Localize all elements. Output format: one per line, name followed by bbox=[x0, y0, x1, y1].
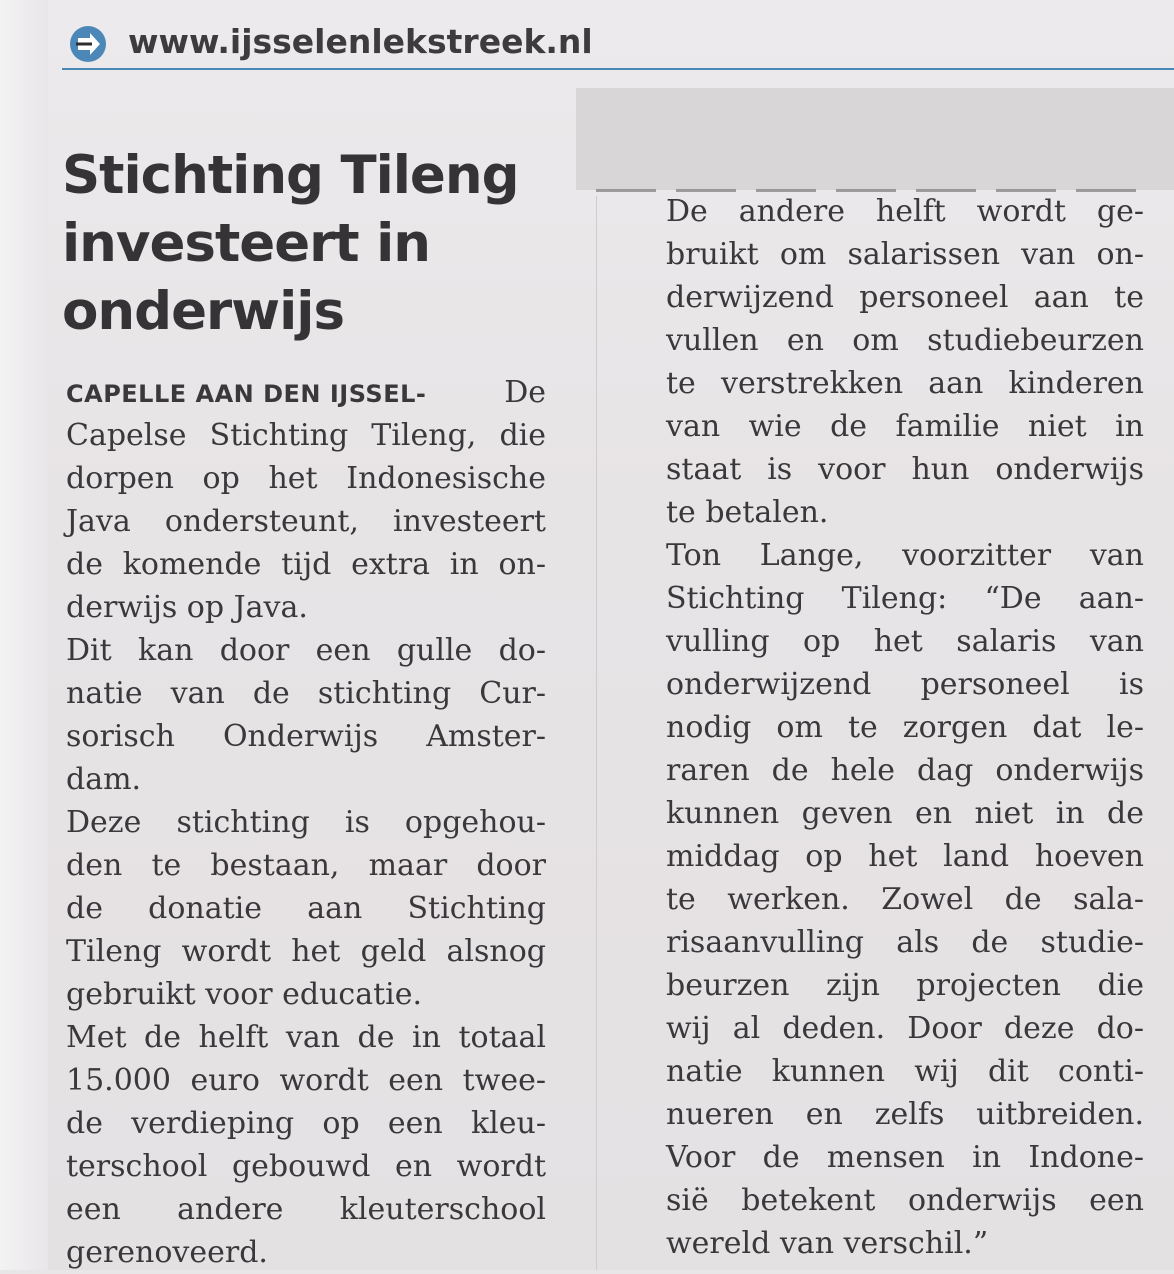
text-line: derwijs op Java. bbox=[66, 590, 308, 625]
text-line: beurzen zijn projecten die bbox=[666, 968, 1144, 1003]
text-line: natie kunnen wij dit conti- bbox=[666, 1054, 1144, 1089]
text-line: kunnen geven en niet in de bbox=[666, 796, 1144, 831]
text-line: middag op het land hoeven bbox=[666, 839, 1144, 874]
text-line: nodig om te zorgen dat le- bbox=[666, 710, 1144, 745]
text-line: bruikt om salarissen van on- bbox=[666, 237, 1144, 272]
lead-line bbox=[66, 371, 546, 414]
text-line: raren de hele dag onderwijs bbox=[666, 753, 1144, 788]
text-line: onderwijzend personeel is bbox=[666, 667, 1144, 702]
text-line: vulling op het salaris van bbox=[666, 624, 1144, 659]
text-line: Ton Lange, voorzitter van bbox=[666, 538, 1144, 573]
text-line: de donatie aan Stichting bbox=[66, 891, 546, 926]
text-line: van wie de familie niet in bbox=[666, 409, 1144, 444]
site-header bbox=[62, 18, 1174, 74]
redacted-area bbox=[576, 88, 1174, 190]
text-line: dam. bbox=[66, 762, 142, 797]
text-line: Deze stichting is opgehou- bbox=[66, 805, 546, 840]
text-line: te werken. Zowel de sala- bbox=[666, 882, 1144, 917]
text-line: Stichting Tileng: “De aan- bbox=[666, 581, 1144, 616]
dateline: CAPELLE AAN DEN IJSSEL- bbox=[66, 380, 427, 408]
column-divider bbox=[596, 196, 597, 1270]
text-line: risaanvulling als de studie- bbox=[666, 925, 1144, 960]
headline-line: investeert in bbox=[62, 213, 430, 274]
text-line: wereld van verschil.” bbox=[666, 1226, 989, 1261]
header-rule bbox=[62, 68, 1174, 70]
text-line: vullen en om studiebeurzen bbox=[666, 323, 1144, 358]
text-line: Capelse Stichting Tileng, die bbox=[66, 418, 546, 453]
site-url: www.ijsselenlekstreek.nl bbox=[128, 22, 593, 61]
text-line: 15.000 euro wordt een twee- bbox=[66, 1063, 546, 1098]
text-line: derwijzend personeel aan te bbox=[666, 280, 1144, 315]
text-line: Tileng wordt het geld alsnog bbox=[66, 934, 546, 969]
text-line: wij al deden. Door deze do- bbox=[666, 1011, 1144, 1046]
headline-line: Stichting Tileng bbox=[62, 145, 519, 206]
text-line: Voor de mensen in Indone- bbox=[666, 1140, 1144, 1175]
text-line: dorpen op het Indonesische bbox=[66, 461, 546, 496]
text-line: natie van de stichting Cur- bbox=[66, 676, 546, 711]
arrow-right-circle-icon bbox=[68, 24, 108, 64]
text-line: terschool gebouwd en wordt bbox=[66, 1149, 546, 1184]
headline-line: onderwijs bbox=[62, 281, 345, 342]
text-line: gebruikt voor educatie. bbox=[66, 977, 423, 1012]
text-line: de verdieping op een kleu- bbox=[66, 1106, 546, 1141]
text-line: te betalen. bbox=[666, 495, 829, 530]
text-line: te verstrekken aan kinderen bbox=[666, 366, 1144, 401]
text-line: Met de helft van de in totaal bbox=[66, 1020, 546, 1055]
text-line: staat is voor hun onderwijs bbox=[666, 452, 1144, 487]
text-line: Java ondersteunt, investeert bbox=[66, 504, 546, 539]
article-column-left bbox=[66, 371, 546, 1274]
text-line: De andere helft wordt ge- bbox=[666, 194, 1144, 229]
article-column-right bbox=[666, 190, 1144, 1265]
text-line: Dit kan door een gulle do- bbox=[66, 633, 546, 668]
lead-word: De bbox=[504, 375, 546, 410]
headline bbox=[62, 142, 542, 346]
text-line: de komende tijd extra in on- bbox=[66, 547, 546, 582]
text-line: een andere kleuterschool bbox=[66, 1192, 546, 1227]
text-line: sorisch Onderwijs Amster- bbox=[66, 719, 546, 754]
text-line: den te bestaan, maar door bbox=[66, 848, 546, 883]
page-edge bbox=[0, 0, 48, 1270]
text-line: gerenoveerd. bbox=[66, 1235, 268, 1270]
text-line: nueren en zelfs uitbreiden. bbox=[666, 1097, 1144, 1132]
text-line: sië betekent onderwijs een bbox=[666, 1183, 1144, 1218]
